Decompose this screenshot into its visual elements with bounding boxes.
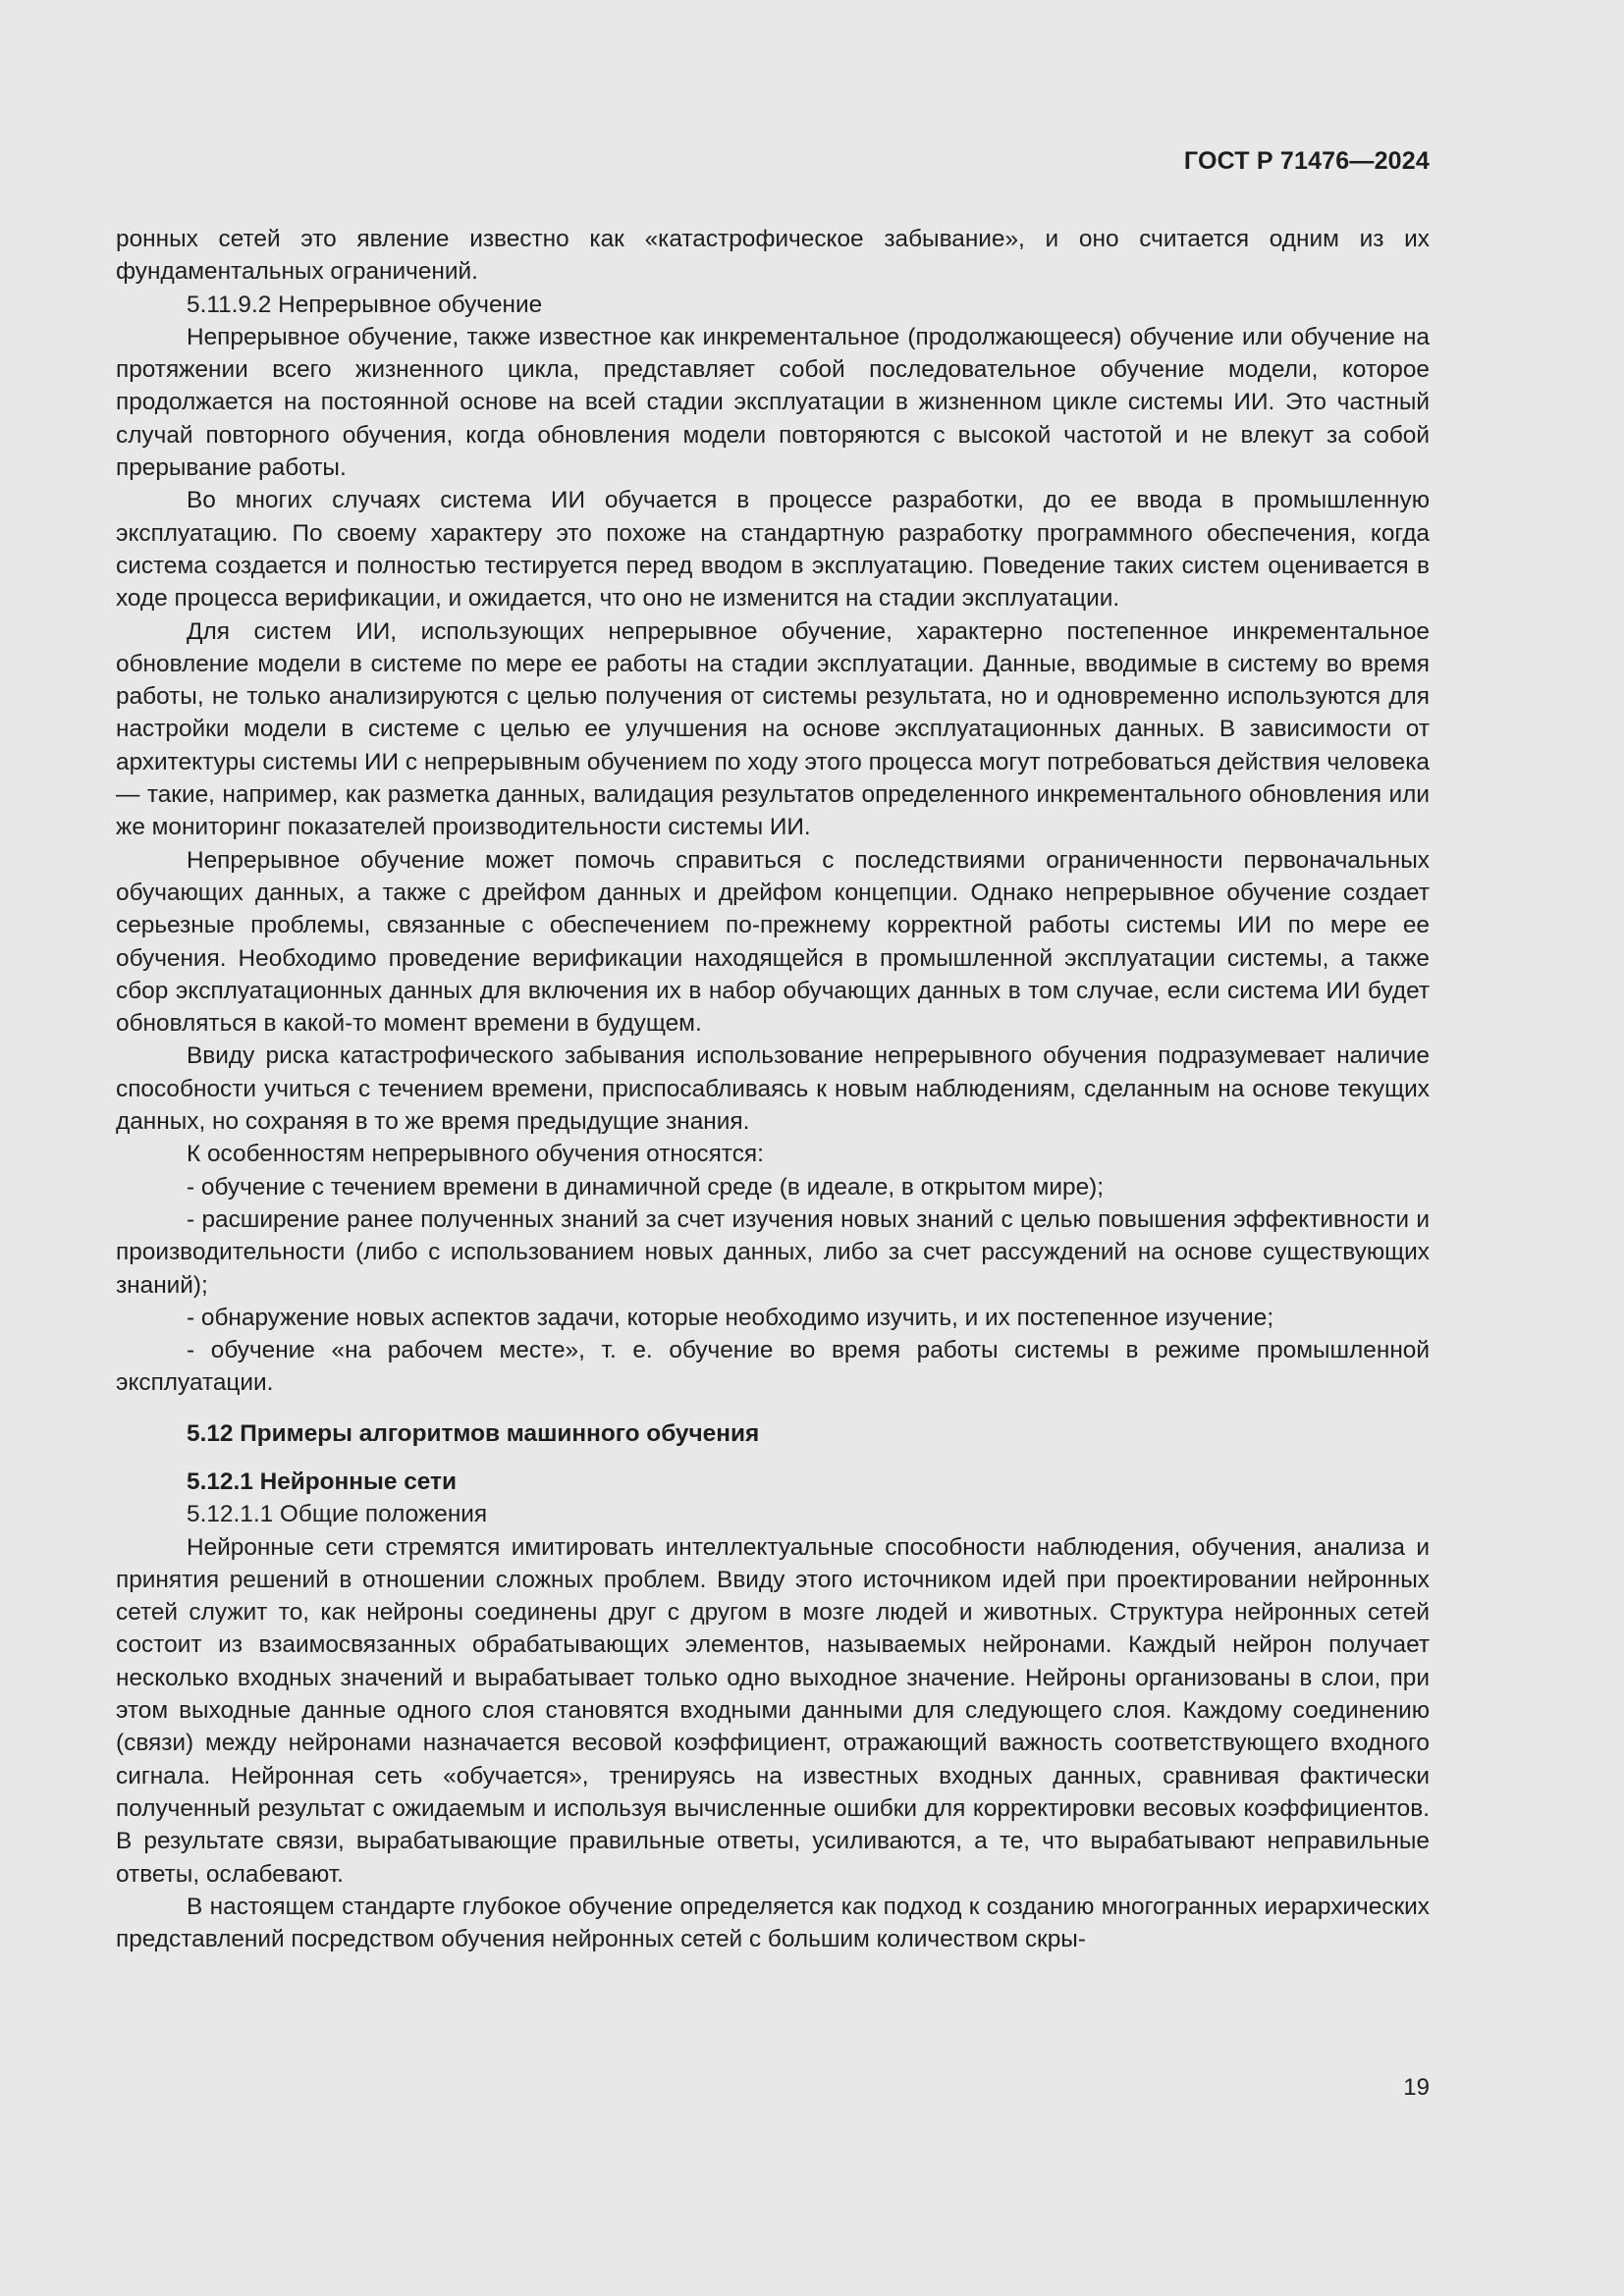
list-item: - обучение с течением времени в динамичной среде (в идеале, в открытом мире);	[187, 1173, 1105, 1201]
section-heading-5-12-1: 5.12.1 Нейронные сети	[187, 1468, 457, 1495]
paragraph-3: Во многих случаях система ИИ обучается в процессе разработки, до ее ввода в промышленную эксплуатацию. По своему характеру это похоже на стандартную разработку программного обеспечения, когда система создается и полностью тестируется перед вводом в эксплуатацию. Поведение таких систем оценивается в ходе процесса верификации, и ожидается, что оно не изменится на стадии эксплуатации.	[116, 487, 1430, 613]
subsection-heading-5-11-9-2: 5.11.9.2 Непрерывное обучение	[187, 291, 543, 318]
page-number: 19	[1403, 2074, 1430, 2101]
list-item: - обнаружение новых аспектов задачи, которые необходимо изучить, и их постепенное изучение;	[187, 1304, 1274, 1331]
paragraph-6: Ввиду риска катастрофического забывания использование непрерывного обучения подразумевает наличие способности учиться с течением времени, приспосабливаясь к новым наблюдениям, сделанным на основе текущих данных, но сохраняя в то же время предыдущие знания.	[116, 1042, 1430, 1136]
paragraph-2: Непрерывное обучение, также известное как инкрементальное (продолжающееся) обучение или обучение на протяжении всего жизненного цикла, представляет собой последовательное обучение модели, которое продолжается на постоянной основе на всей стадии эксплуатации в жизненном цикле системы ИИ. Это частный случай повторного обучения, когда обновления модели повторяются с высокой частотой и не влекут за собой прерывание работы.	[116, 323, 1430, 482]
document-header: ГОСТ Р 71476—2024	[1183, 147, 1430, 175]
paragraph-4: Для систем ИИ, использующих непрерывное обучение, характерно постепенное инкрементальное обновление модели в системе по мере ее работы на стадии эксплуатации. Данные, вводимые в систему во время работы, не только анализируются с целью получения от системы результата, но и одновременно используются для настройки модели в системе с целью ее улучшения на основе эксплуатационных данных. В зависимости от архитектуры системы ИИ с непрерывным обучением по ходу этого процесса могут потребоваться действия человека — такие, например, как разметка данных, валидация результатов определенного инкрементального обновления или же мониторинг показателей производительности системы ИИ.	[116, 617, 1430, 841]
list-intro: К особенностям непрерывного обучения относятся:	[187, 1141, 764, 1168]
paragraph-16: В настоящем стандарте глубокое обучение определяется как подход к созданию многогранных иерархических представлений посредством обучения нейронных сетей с большим количеством скры-	[116, 1893, 1430, 1953]
subsection-heading-5-12-1-1: 5.12.1.1 Общие положения	[187, 1501, 488, 1528]
list-item: - расширение ранее полученных знаний за счет изучения новых знаний с целью повышения эффективности и производительности (либо с использованием новых данных, либо за счет рассуждений на основе существующих знаний);	[116, 1205, 1430, 1299]
paragraph-15: Нейронные сети стремятся имитировать интеллектуальные способности наблюдения, обучения, анализа и принятия решений в отношении сложных проблем. Ввиду этого источником идей при проектировании нейронных сетей служит то, как нейроны соединены друг с другом в мозге людей и животных. Структура нейронных сетей состоит из взаимосвязанных обрабатывающих элементов, называемых нейронами. Каждый нейрон получает несколько входных значений и вырабатывает только одно выходное значение. Нейроны организованы в слои, при этом выходные данные одного слоя становятся входными данными для следующего слоя. Каждому соединению (связи) между нейронами назначается весовой коэффициент, отражающий важность соответствующего входного сигнала. Нейронная сеть «обучается», тренируясь на известных входных данных, сравнивая фактически полученный результат с ожидаемым и используя вычисленные ошибки для корректировки весовых коэффициентов. В результате связи, вырабатывающие правильные ответы, усиливаются, а те, что вырабатывают неправильные ответы, ослабевают.	[116, 1533, 1430, 1888]
paragraph-0: ронных сетей это явление известно как «катастрофическое забывание», и оно считается одним из их фундаментальных ограничений.	[116, 226, 1430, 286]
document-body	[116, 223, 1430, 1955]
list-item: - обучение «на рабочем месте», т. е. обучение во время работы системы в режиме промышленной эксплуатации.	[116, 1337, 1430, 1397]
section-heading-5-12: 5.12 Примеры алгоритмов машинного обучения	[187, 1419, 760, 1447]
paragraph-5: Непрерывное обучение может помочь справиться с последствиями ограниченности первоначальных обучающих данных, а также с дрейфом данных и дрейфом концепции. Однако непрерывное обучение создает серьезные проблемы, связанные с обеспечением по-прежнему корректной работы системы ИИ по мере ее обучения. Необходимо проведение верификации находящейся в промышленной эксплуатации системы, а также сбор эксплуатационных данных для включения их в набор обучающих данных в том случае, если система ИИ будет обновляться в какой-то момент времени в будущем.	[116, 846, 1430, 1038]
